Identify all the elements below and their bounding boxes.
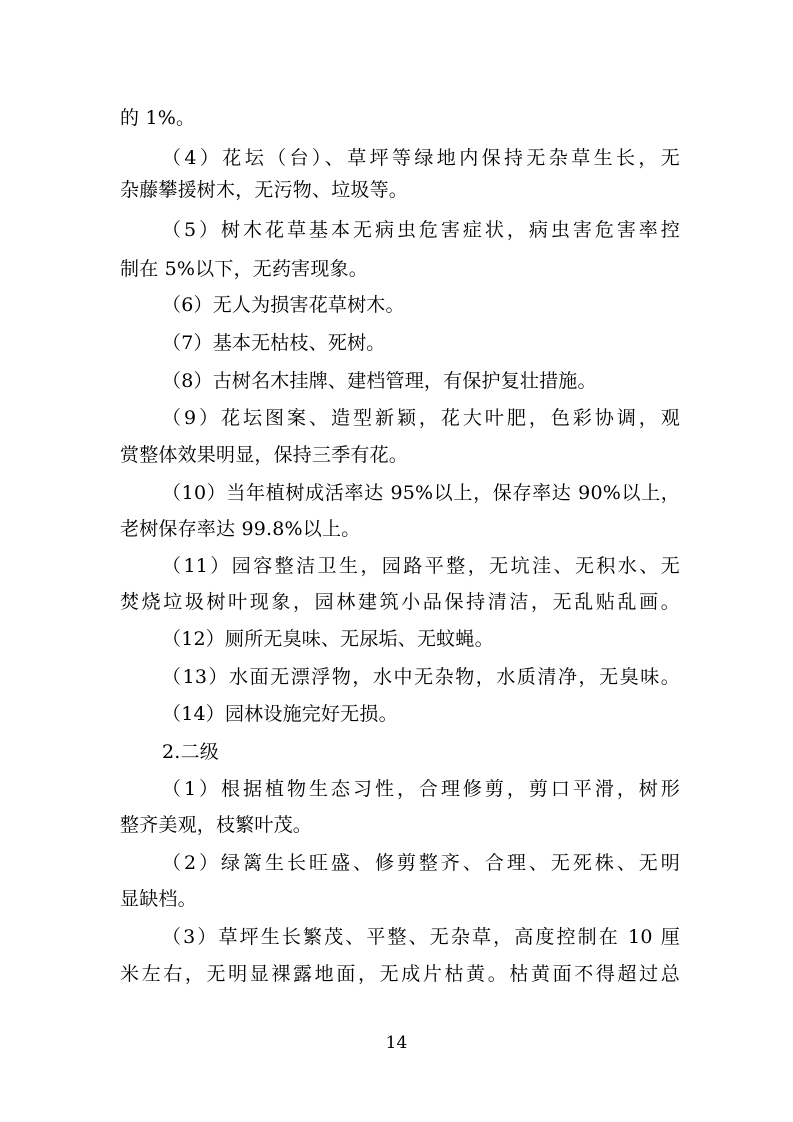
text-line: （9）花坛图案、造型新颖，花大叶肥，色彩协调，观 <box>162 407 680 429</box>
text-line: （11）园容整洁卫生，园路平整，无坑洼、无积水、无 <box>162 555 680 577</box>
text-line: 的 1%。 <box>120 107 196 129</box>
text-line: （10）当年植树成活率达 95%以上，保存率达 90%以上， <box>162 482 680 504</box>
text-line: （4）花坛（台）、草坪等绿地内保持无杂草生长，无 <box>162 147 680 169</box>
text-line: 赏整体效果明显，保持三季有花。 <box>120 444 409 466</box>
text-line: （5）树木花草基本无病虫危害症状，病虫害危害率控 <box>162 219 680 241</box>
text-line: （8）古树名木挂牌、建档管理，有保护复壮措施。 <box>162 370 597 392</box>
text-line: （14）园林设施完好无损。 <box>162 703 398 725</box>
text-line: 老树保存率达 99.8%以上。 <box>120 518 361 540</box>
text-line: （2）绿篱生长旺盛、修剪整齐、合理、无死株、无明 <box>162 852 680 874</box>
page-number: 14 <box>385 1033 408 1053</box>
text-line: （13）水面无漂浮物，水中无杂物，水质清净，无臭味。 <box>162 666 680 688</box>
text-line: 焚烧垃圾树叶现象，园林建筑小品保持清洁，无乱贴乱画。 <box>120 591 680 613</box>
text-line: 米左右，无明显裸露地面，无成片枯黄。枯黄面不得超过总 <box>120 963 680 985</box>
text-line: 杂藤攀援树木，无污物、垃圾等。 <box>120 179 409 201</box>
text-line: （1）根据植物生态习性，合理修剪，剪口平滑，树形 <box>162 778 680 800</box>
text-line: （7）基本无枯枝、死树。 <box>162 332 386 354</box>
text-line: （6）无人为损害花草树木。 <box>162 294 405 316</box>
text-line: （3）草坪生长繁茂、平整、无杂草，高度控制在 10 厘 <box>162 926 680 948</box>
text-line: 显缺档。 <box>120 888 197 910</box>
section-heading: 2.二级 <box>162 741 219 763</box>
text-line: 制在 5%以下，无药害现象。 <box>120 258 368 280</box>
text-line: 整齐美观，枝繁叶茂。 <box>120 814 313 836</box>
text-line: （12）厕所无臭味、无尿垢、无蚊蝇。 <box>162 628 494 650</box>
